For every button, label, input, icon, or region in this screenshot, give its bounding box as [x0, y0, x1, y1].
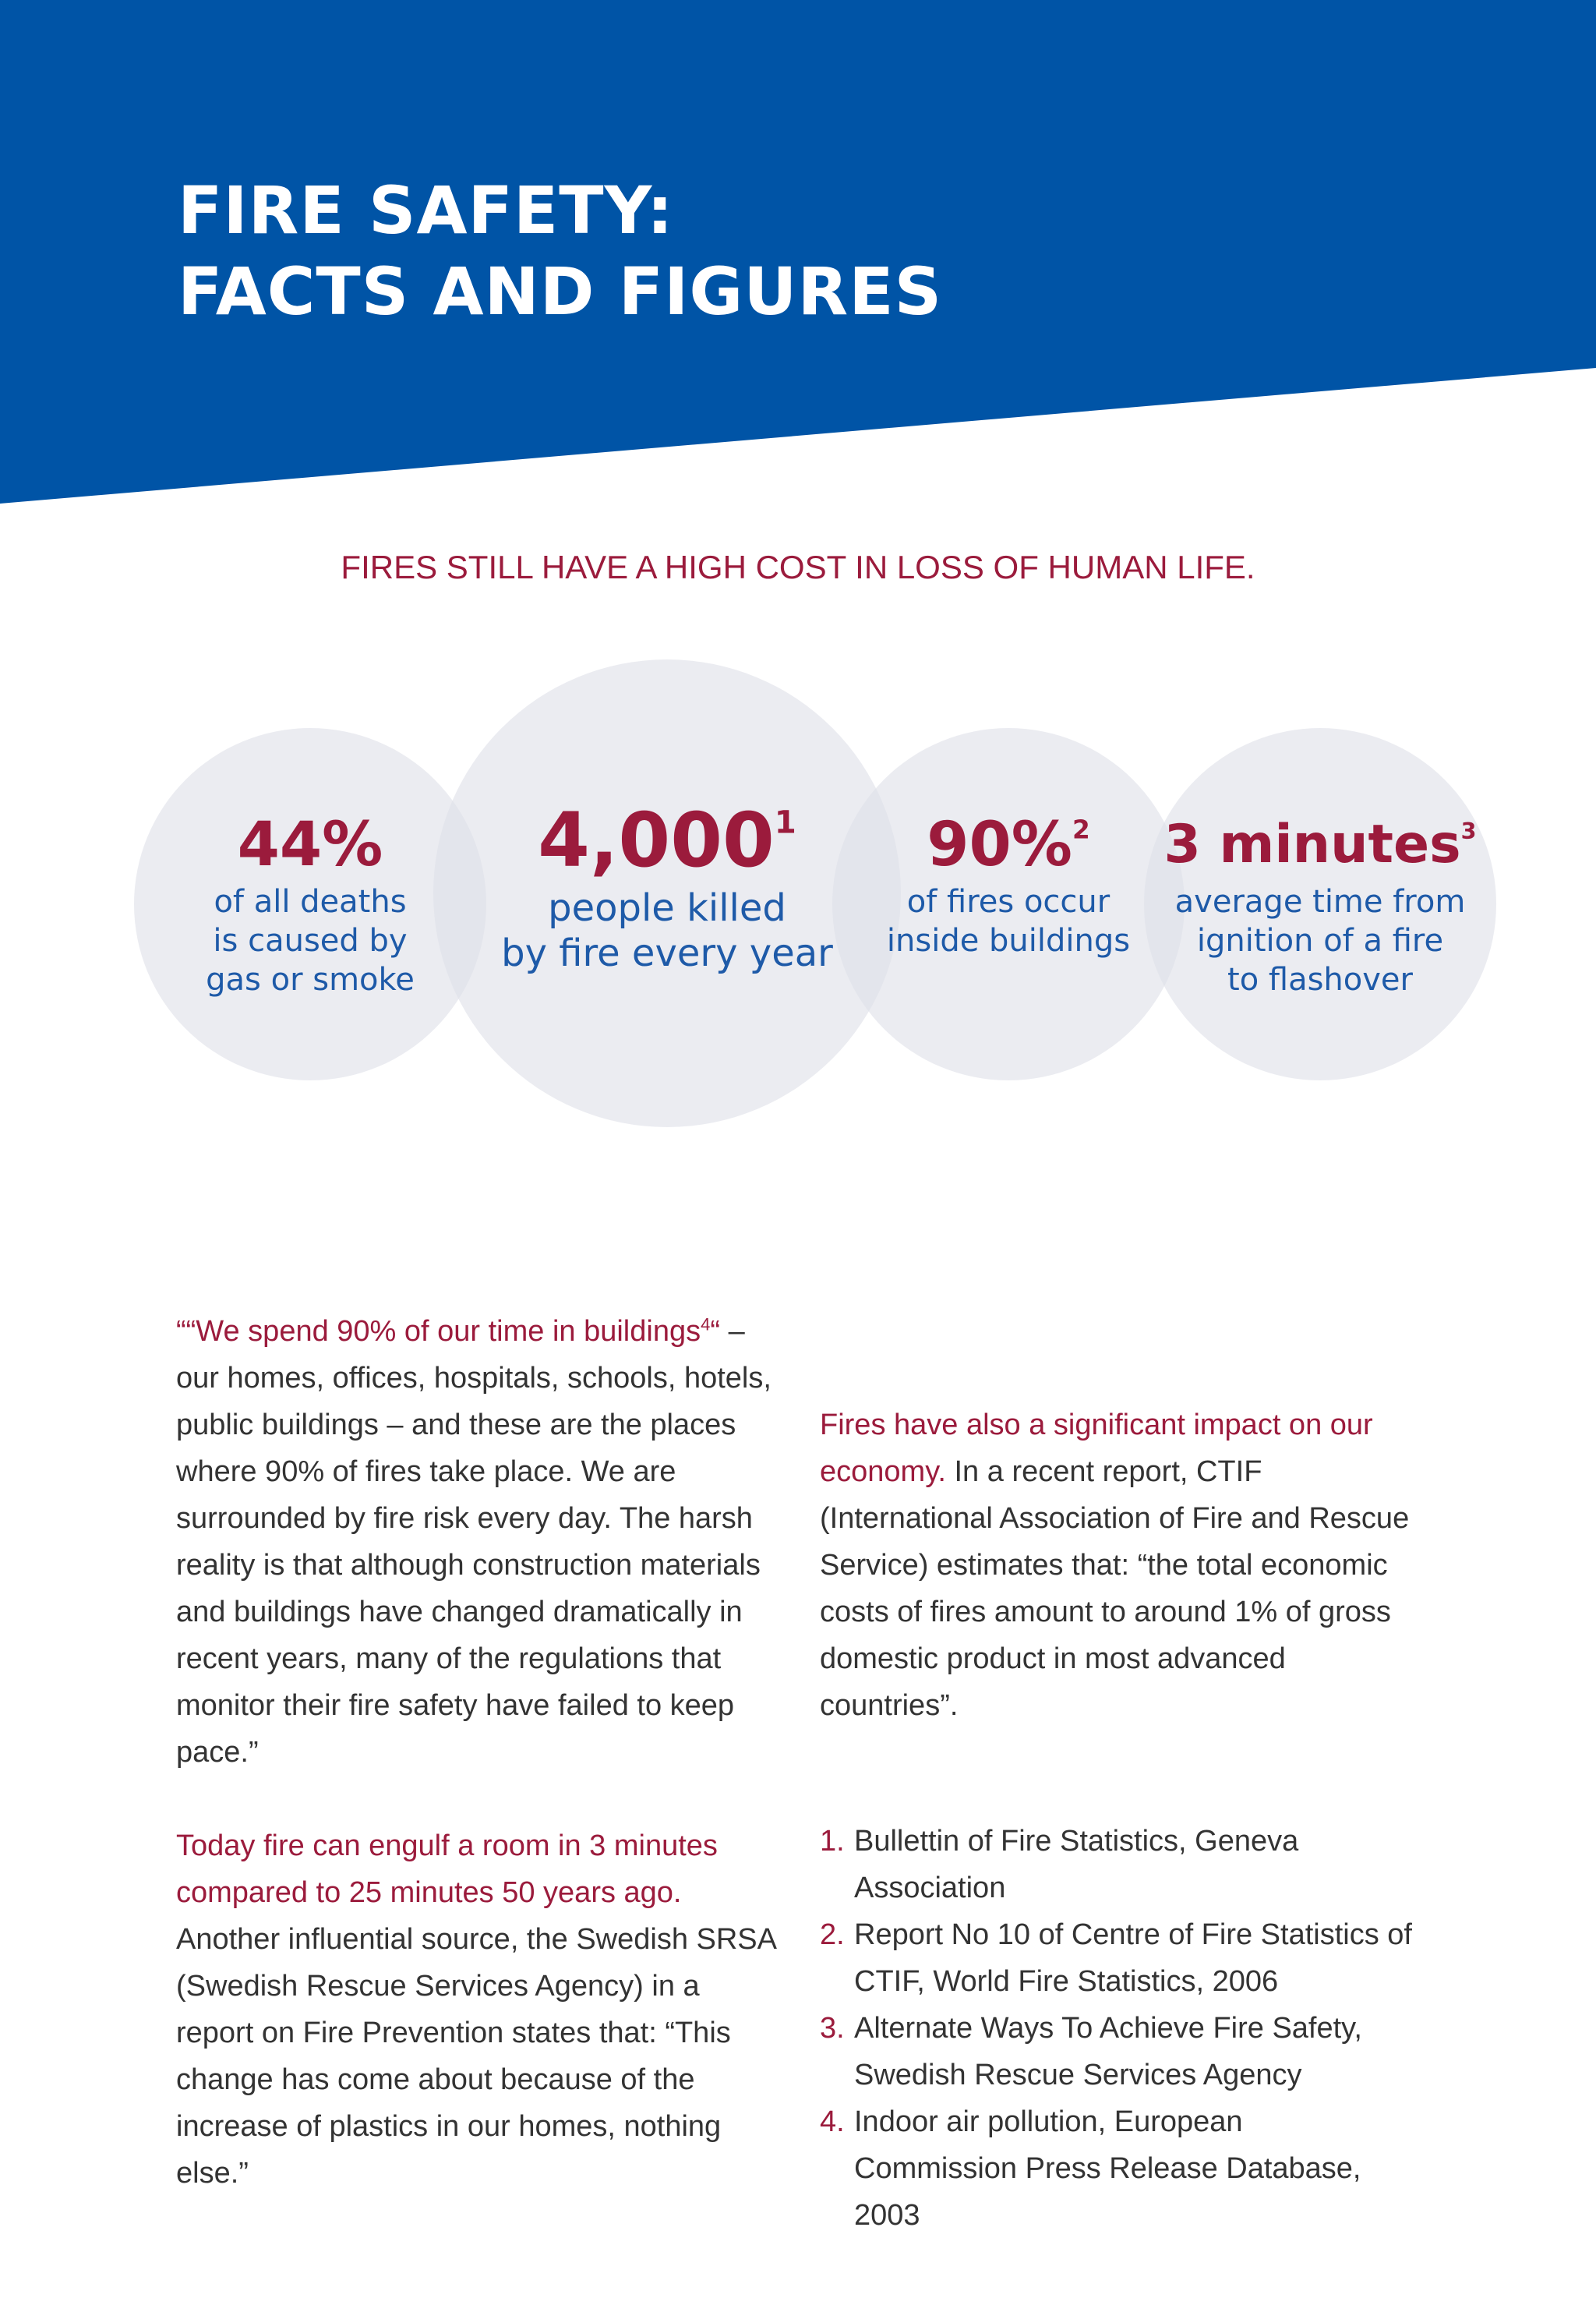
reference-list	[820, 1818, 1412, 2239]
reference-text: Report No 10 of Centre of Fire Statistics of CTIF, World Fire Statistics, 2006	[854, 1918, 1412, 1998]
stat-description: of fires occur inside buildings	[886, 884, 1131, 959]
stat-description: of all deaths is caused by gas or smoke	[206, 884, 415, 998]
quote-heading: ““We spend 90% of our time in buildings	[176, 1315, 701, 1348]
footnote-marker: 1	[774, 804, 796, 841]
stat-buildings	[832, 808, 1185, 960]
reference-item	[820, 1911, 1412, 2005]
footnote-marker: 2	[1072, 815, 1090, 845]
stat-value	[433, 795, 901, 886]
left-column	[176, 1308, 776, 2197]
stat-killed	[433, 795, 901, 976]
reference-text: Bullettin of Fire Statistics, Geneva Association	[854, 1825, 1299, 1904]
quote-paragraph	[176, 1308, 776, 1776]
stat-value	[832, 808, 1185, 882]
economy-heading: Fires have also a significant impact on our economy.	[820, 1409, 1373, 1488]
economy-body: In a recent report, CTIF (International Association of Fire and Rescue Service) estimates that: “the total economic costs of fires amount to around 1% of gross domestic product in most advanced countries”.	[820, 1455, 1410, 1722]
stat-description: average time from ignition of a fire to flashover	[1174, 884, 1466, 998]
stat-value	[1144, 808, 1496, 882]
stat-number: 4,000	[538, 797, 775, 884]
reference-text: Indoor air pollution, European Commission Press Release Database, 2003	[854, 2105, 1361, 2232]
quote-body: – our homes, offices, hospitals, schools, hotels, public buildings – and these are the places where 90% of fires take place. We are surrounded by fire risk every day. The harsh reality is that although construction materials and buildings have changed dramatically in recent years, many of the regulations that monitor their fire safety have failed to keep pace.”	[176, 1315, 772, 1769]
footnote-marker: 3	[1460, 818, 1477, 845]
title-line-2: FACTS AND FIGURES	[178, 253, 943, 330]
stat-flashover	[1144, 808, 1496, 999]
quote-close-mark: “	[710, 1315, 720, 1348]
engulf-paragraph	[176, 1822, 776, 2197]
title-line-1: FIRE SAFETY:	[178, 172, 674, 249]
section-subtitle: FIRES STILL HAVE A HIGH COST IN LOSS OF HUMAN LIFE.	[341, 549, 1255, 585]
page-title	[178, 170, 942, 332]
reference-number: 1.	[820, 1825, 845, 1858]
reference-number: 3.	[820, 2012, 845, 2045]
reference-number: 2.	[820, 1918, 845, 1951]
stat-number: 44%	[237, 810, 383, 880]
stat-description: people killed by fire every year	[501, 886, 833, 975]
reference-item	[820, 1818, 1412, 1911]
stat-number: 3 minutes	[1163, 814, 1461, 875]
footnote-marker: 4	[701, 1314, 711, 1335]
reference-item	[820, 2005, 1412, 2098]
economy-paragraph	[820, 1402, 1412, 1729]
reference-number: 4.	[820, 2105, 845, 2138]
references	[820, 1818, 1412, 2239]
stat-number: 90%	[927, 810, 1072, 880]
reference-item	[820, 2098, 1412, 2239]
engulf-body: Another influential source, the Swedish SRSA (Swedish Rescue Services Agency) in a report on Fire Prevention states that: “This change has come about because of the increase of plastics in our homes, nothing else.”	[176, 1923, 775, 2190]
reference-text: Alternate Ways To Achieve Fire Safety, Swedish Rescue Services Agency	[854, 2012, 1362, 2091]
engulf-heading: Today fire can engulf a room in 3 minutes compared to 25 minutes 50 years ago.	[176, 1829, 718, 1909]
right-column	[820, 1402, 1412, 1729]
